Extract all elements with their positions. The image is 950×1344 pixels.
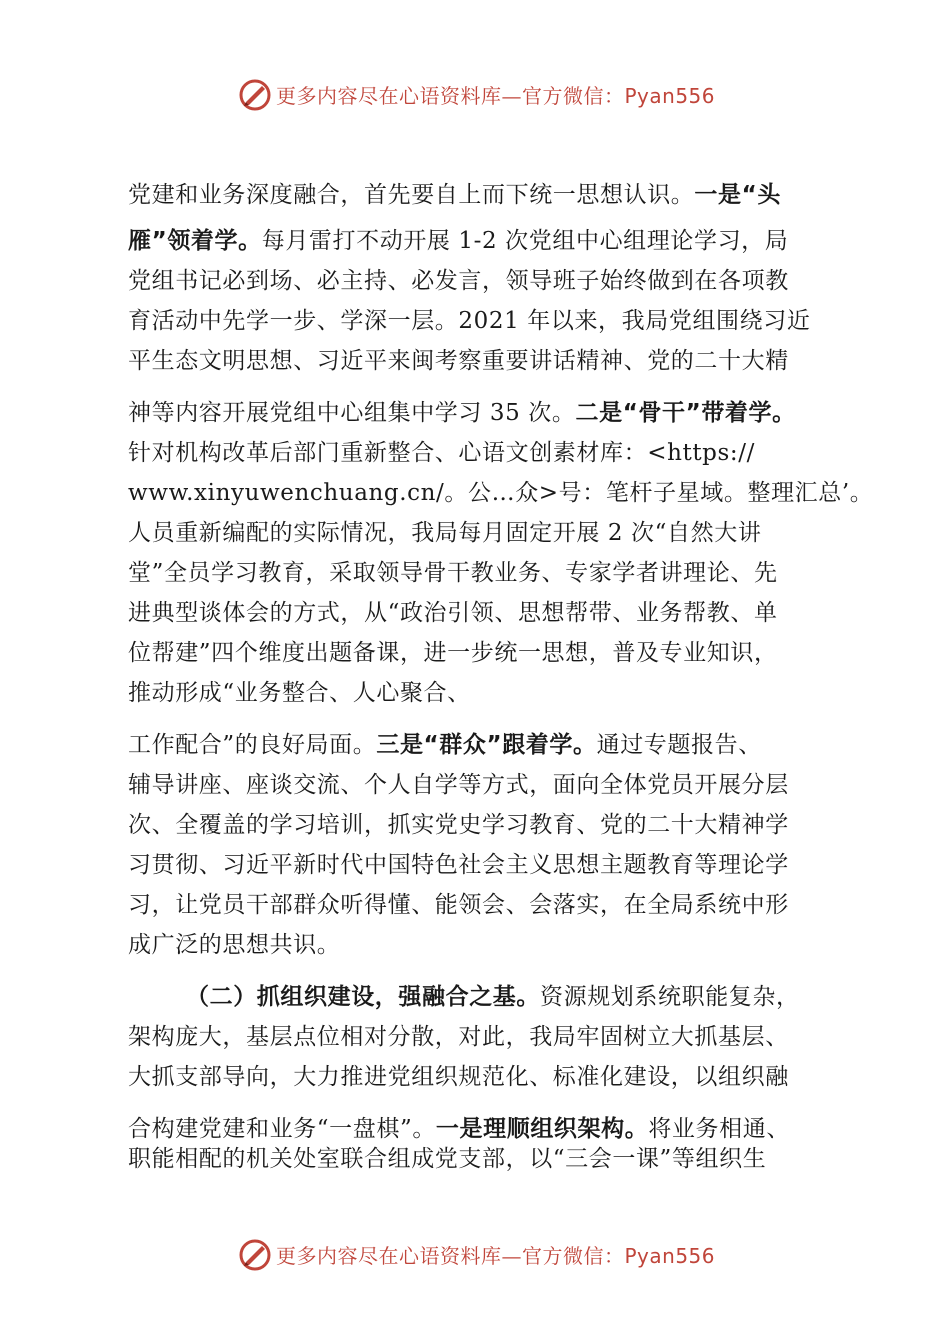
text-run: 推动形成“业务整合、人心聚合、 — [128, 680, 471, 706]
bold-heading-run: 雁”领着学。 — [128, 228, 262, 254]
bold-heading-run: 二是“骨干”带着学。 — [575, 400, 796, 426]
text-line — [128, 518, 828, 548]
text-run: 习，让党员干部群众听得懂、能领会、会落实，在全局系统中形 — [128, 892, 789, 918]
text-run: 辅导讲座、座谈交流、个人自学等方式，面向全体党员开展分层 — [128, 772, 789, 798]
text-run: www.xinyuwenchuang.cn/。公…众>号：笔杆子星域。整理汇总’。 — [128, 480, 874, 506]
text-line — [128, 306, 828, 336]
text-line — [128, 810, 828, 840]
header-banner — [0, 74, 950, 114]
text-run: 工作配合”的良好局面。 — [128, 732, 377, 758]
bold-heading-run: 三是“群众”跟着学。 — [376, 732, 597, 758]
bold-heading-run: 一是理顺组织架构。 — [435, 1116, 649, 1142]
text-line — [128, 226, 828, 256]
text-run: 资源规划系统职能复杂， — [540, 984, 800, 1010]
bold-heading-run: 一是“头 — [694, 182, 781, 208]
text-line — [128, 1144, 828, 1174]
text-line — [128, 1062, 828, 1092]
text-line — [128, 850, 828, 880]
banner-wechat: Pyan556 — [624, 1244, 716, 1268]
text-run: 党建和业务深度融合，首先要自上而下统一思想认识。 — [128, 182, 695, 208]
banner-title: 更多内容尽在心语资料库—官方微信： — [276, 1244, 625, 1268]
text-run: 神等内容开展党组中心组集中学习 35 次。 — [128, 400, 576, 426]
text-run: 通过专题报告、 — [596, 732, 762, 758]
text-line — [128, 638, 828, 668]
pen-swirl-logo-icon — [238, 78, 272, 112]
text-run: 针对机构改革后部门重新整合、心语文创素材库：<https:// — [128, 440, 755, 466]
footer-banner — [0, 1234, 950, 1274]
text-run: 次、全覆盖的学习培训，抓实党史学习教育、党的二十大精神学 — [128, 812, 789, 838]
bold-heading-run: （二）抓组织建设，强融合之基。 — [186, 984, 540, 1010]
banner-text — [276, 1240, 715, 1269]
text-run: 架构庞大，基层点位相对分散，对此，我局牢固树立大抓基层、 — [128, 1024, 789, 1050]
text-line — [128, 478, 874, 508]
text-line — [128, 730, 828, 760]
text-run: 位帮建”四个维度出题备课，进一步统一思想，普及专业知识， — [128, 640, 778, 666]
text-run: 育活动中先学一步、学深一层。2021 年以来，我局党组围绕习近 — [128, 308, 811, 334]
text-run: 将业务相通、 — [648, 1116, 790, 1142]
text-line — [128, 398, 828, 428]
text-run: 党组书记必到场、必主持、必发言，领导班子始终做到在各项教 — [128, 268, 789, 294]
text-run: 职能相配的机关处室联合组成党支部，以“三会一课”等组织生 — [128, 1146, 767, 1172]
banner-wechat: Pyan556 — [624, 84, 716, 108]
text-run: 进典型谈体会的方式，从“政治引领、思想帮带、业务帮教、单 — [128, 600, 778, 626]
text-line — [128, 890, 828, 920]
text-line — [128, 930, 828, 960]
text-run: 堂”全员学习教育，采取领导骨干教业务、专家学者讲理论、先 — [128, 560, 778, 586]
text-line — [128, 438, 828, 468]
text-line — [186, 982, 886, 1012]
text-line — [128, 346, 828, 376]
text-line — [128, 266, 828, 296]
text-run: 合构建党建和业务“一盘棋”。 — [128, 1116, 436, 1142]
text-line — [128, 598, 828, 628]
text-run: 每月雷打不动开展 1-2 次党组中心组理论学习，局 — [261, 228, 789, 254]
pen-swirl-logo-icon — [238, 1238, 272, 1272]
banner-title: 更多内容尽在心语资料库—官方微信： — [276, 84, 625, 108]
banner-text — [276, 80, 715, 109]
text-line — [128, 678, 828, 708]
text-run: 大抓支部导向，大力推进党组织规范化、标准化建设，以组织融 — [128, 1064, 789, 1090]
text-run: 人员重新编配的实际情况，我局每月固定开展 2 次“自然大讲 — [128, 520, 762, 546]
text-line — [128, 1022, 828, 1052]
text-line — [128, 558, 828, 588]
text-run: 成广泛的思想共识。 — [128, 932, 341, 958]
text-run: 习贯彻、习近平新时代中国特色社会主义思想主题教育等理论学 — [128, 852, 789, 878]
text-line — [128, 180, 828, 210]
text-line — [128, 1114, 828, 1144]
text-run: 平生态文明思想、习近平来闽考察重要讲话精神、党的二十大精 — [128, 348, 789, 374]
text-line — [128, 770, 828, 800]
